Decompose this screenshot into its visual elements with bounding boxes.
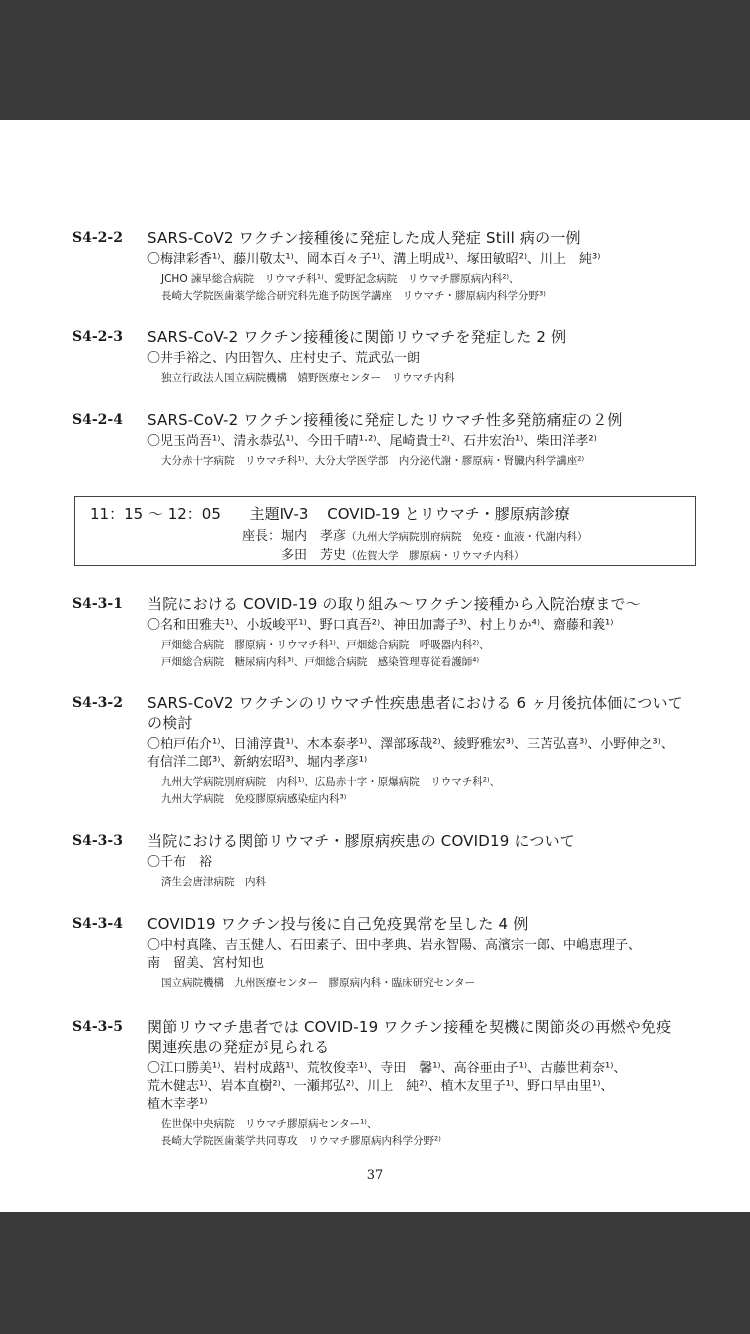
abstract-affiliations: 済生会唐津病院 内科 [161,876,266,888]
abstract-affiliations: JCHO 諫早総合病院 リウマチ科¹⁾、愛野記念病院 リウマチ膠原病内科²⁾、 長崎大学院医歯薬学総合研究科先進予防医学講座 リウマチ・膠原病内科学分野³⁾ [161,273,546,302]
abstract-authors: 〇江口勝美¹⁾、岩村成蕗¹⁾、荒牧俊幸¹⁾、寺田 馨¹⁾、高谷亜由子¹⁾、古藤世莉奈¹⁾、 荒木健志¹⁾、岩本直樹²⁾、一瀬邦弘²⁾、川上 純²⁾、植木友里子¹⁾、野口早由里¹⁾、 植木幸孝¹⁾ [147,1061,627,1112]
bottom-dark-bar [0,1212,750,1334]
top-dark-bar [0,0,750,120]
abstract-code: S4-3-4 [72,916,123,932]
page-number: 37 [366,1168,384,1183]
abstract-authors: 〇名和田雅夫¹⁾、小坂峻平¹⁾、野口真吾²⁾、神田加壽子³⁾、村上りか⁴⁾、齋藤和義¹⁾ [147,618,614,633]
abstract-title: 関節リウマチ患者では COVID-19 ワクチン接種を契機に関節炎の再燃や免疫 関連疾患の発症が見られる [147,1018,672,1056]
session-title: COVID-19 とリウマチ・膠原病診療 [327,505,570,523]
abstract-title: 当院における COVID-19 の取り組み～ワクチン接種から入院治療まで～ [147,595,641,613]
abstract-affiliations: 九州大学病院別府病院 内科¹⁾、広島赤十字・原爆病院 リウマチ科²⁾、 九州大学病院 免疫膠原病感染症内科³⁾ [161,776,501,805]
abstract-affiliations: 国立病院機構 九州医療センター 膠原病内科・臨床研究センター [161,977,476,989]
abstract-code: S4-2-3 [72,329,123,345]
abstract-code: S4-2-4 [72,412,123,428]
abstract-affiliations: 大分赤十字病院 リウマチ科¹⁾、大分大学医学部 内分泌代謝・膠原病・腎臓内科学講座²⁾ [161,455,585,467]
abstract-authors: 〇井手裕之、内田智久、庄村史子、荒武弘一朗 [147,351,421,366]
abstract-authors: 〇柏戸佑介¹⁾、日浦淳貴¹⁾、木本泰孝¹⁾、澤部琢哉²⁾、綾野雅宏³⁾、三苫弘喜³⁾、小野伸之³⁾、 有信洋二郎³⁾、新納宏昭³⁾、堀内孝彦¹⁾ [147,737,674,770]
abstract-title: SARS-CoV-2 ワクチン接種後に発症したリウマチ性多発筋痛症の２例 [147,411,623,429]
session-title-line [90,504,570,524]
abstract-affiliations: 佐世保中央病院 リウマチ膠原病センター¹⁾、 長崎大学院医歯薬学共同専攻 リウマチ膠原病内科学分野²⁾ [161,1118,441,1147]
abstract-title: SARS-CoV2 ワクチンのリウマチ性疾患患者における 6 ヶ月後抗体価について の検討 [147,694,683,732]
session-chair-1 [242,528,588,546]
abstract-authors: 〇千布 裕 [147,855,213,870]
abstract-code: S4-2-2 [72,230,123,246]
abstract-code: S4-3-3 [72,833,123,849]
chair-affiliation: （九州大学病院別府病院 免疫・血液・代謝内科） [346,531,588,543]
session-time: 11：15 ～ 12：05 [90,505,221,523]
abstract-authors: 〇中村真隆、吉玉健人、石田素子、田中孝典、岩永智陽、高濱宗一郎、中嶋恵理子、 南 留美、宮村知也 [147,938,642,971]
abstract-code: S4-3-1 [72,596,123,612]
abstract-title: SARS-CoV2 ワクチン接種後に発症した成人発症 Still 病の一例 [147,229,581,247]
session-theme: 主題Ⅳ-3 [249,505,309,523]
abstract-title: 当院における関節リウマチ・膠原病疾患の COVID19 について [147,832,575,850]
abstract-affiliations: 戸畑総合病院 膠原病・リウマチ科¹⁾、戸畑総合病院 呼吸器内科²⁾、 戸畑総合病院 糖尿病内科³⁾、戸畑総合病院 感染管理専従看護師⁴⁾ [161,639,490,668]
session-chair-2 [281,547,525,565]
abstract-title: SARS-CoV-2 ワクチン接種後に関節リウマチを発症した 2 例 [147,328,567,346]
chair-name: 堀内 孝彦 [281,529,347,544]
document-page [0,120,750,1212]
abstract-code: S4-3-2 [72,695,123,711]
abstract-authors: 〇児玉尚吾¹⁾、清永恭弘¹⁾、今田千晴¹·²⁾、尾崎貴士²⁾、石井宏治¹⁾、柴田洋孝²⁾ [147,434,597,449]
chair-label: 座長： [242,529,282,544]
abstract-authors: 〇梅津彩香¹⁾、藤川敬太¹⁾、岡本百々子¹⁾、溝上明成¹⁾、塚田敏昭²⁾、川上 純³⁾ [147,252,601,267]
abstract-affiliations: 独立行政法人国立病院機構 嬉野医療センター リウマチ内科 [161,372,455,384]
session-header-box [74,496,696,566]
abstract-title: COVID19 ワクチン投与後に自己免疫異常を呈した 4 例 [147,915,529,933]
abstract-code: S4-3-5 [72,1019,123,1035]
chair-name: 多田 芳史 [281,548,347,563]
chair-affiliation: （佐賀大学 膠原病・リウマチ内科） [346,550,525,562]
